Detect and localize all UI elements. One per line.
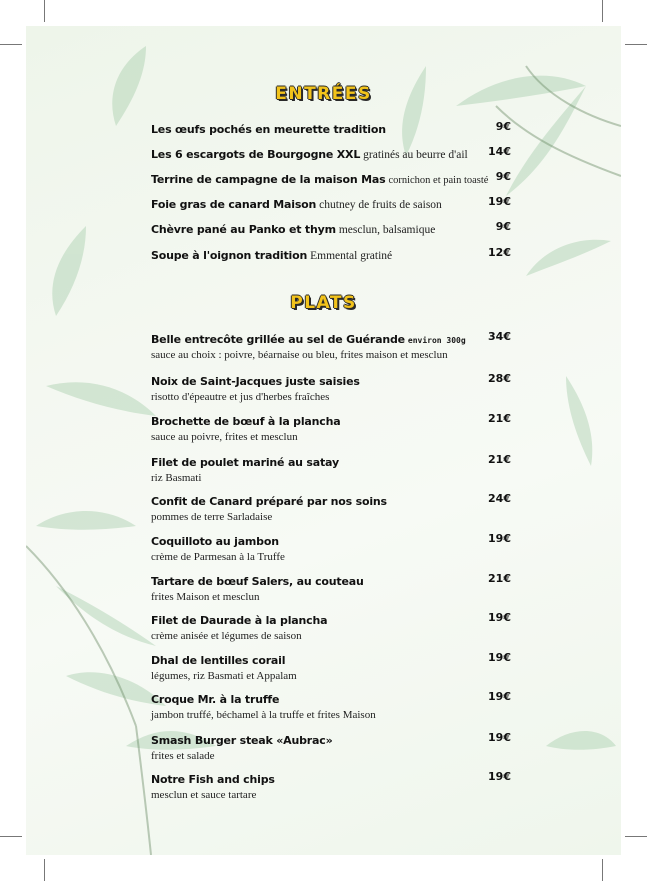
menu-item-description: frites et salade — [151, 750, 215, 762]
menu-item — [151, 572, 511, 603]
menu-item-description: cornichon et pain toasté — [388, 175, 489, 186]
menu-item-name: Filet de poulet mariné au satay — [151, 456, 339, 469]
menu-item — [151, 246, 511, 264]
menu-item-name: Croque Mr. à la truffe — [151, 693, 280, 706]
menu-item-price: 19€ — [488, 651, 511, 664]
menu-item — [151, 372, 511, 403]
menu-item-price: 21€ — [488, 572, 511, 585]
menu-item-price: 19€ — [488, 611, 511, 624]
menu-item-name: Les œufs pochés en meurette tradition — [151, 123, 386, 136]
crop-mark — [0, 44, 22, 45]
menu-item-description: sauce au choix : poivre, béarnaise ou bleu, frites maison et mesclun — [151, 349, 448, 361]
crop-mark — [625, 836, 647, 837]
menu-item-description: mesclun, balsamique — [338, 224, 436, 236]
menu-item-description: risotto d'épeautre et jus d'herbes fraîches — [151, 391, 330, 403]
crop-mark — [602, 859, 603, 881]
menu-item-description: chutney de fruits de saison — [319, 199, 442, 211]
menu-item — [151, 412, 511, 443]
menu-item-name: Confit de Canard préparé par nos soins — [151, 495, 387, 508]
menu-item-price: 21€ — [488, 412, 511, 425]
menu-item-name: Notre Fish and chips — [151, 773, 275, 786]
menu-item-description: riz Basmati — [151, 472, 202, 484]
crop-mark — [602, 0, 603, 22]
menu-item — [151, 532, 511, 563]
menu-item — [151, 220, 511, 238]
menu-item-description: mesclun et sauce tartare — [151, 789, 257, 801]
menu-item — [151, 651, 511, 682]
menu-item — [151, 731, 511, 762]
menu-item-description: Emmental gratiné — [310, 250, 393, 262]
menu-item-price: 12€ — [488, 246, 511, 259]
menu-item-name: Terrine de campagne de la maison Mas — [151, 173, 386, 186]
menu-item-name: Les 6 escargots de Bourgogne XXL — [151, 148, 361, 161]
menu-item-name: Chèvre pané au Panko et thym — [151, 223, 336, 236]
menu-item-description: crème de Parmesan à la Truffe — [151, 551, 285, 563]
menu-item-price: 19€ — [488, 195, 511, 208]
menu-item-price: 28€ — [488, 372, 511, 385]
menu-item-name: Belle entrecôte grillée au sel de Guérande — [151, 333, 405, 346]
menu-item-price: 34€ — [488, 330, 511, 343]
menu-item-name: Smash Burger steak «Aubrac» — [151, 734, 333, 747]
crop-mark — [44, 859, 45, 881]
menu-item — [151, 330, 511, 361]
section-title-entrees: ENTRÉES — [275, 84, 372, 104]
menu-item-description: frites Maison et mesclun — [151, 591, 260, 603]
menu-item — [151, 770, 511, 801]
menu-item-price: 21€ — [488, 453, 511, 466]
menu-item — [151, 120, 511, 138]
menu-item-price: 24€ — [488, 492, 511, 505]
menu-item-name: Foie gras de canard Maison — [151, 198, 317, 211]
menu-item-name: Filet de Daurade à la plancha — [151, 614, 328, 627]
menu-item-name: Tartare de bœuf Salers, au couteau — [151, 575, 364, 588]
menu-item — [151, 453, 511, 484]
section-title-plats: PLATS — [290, 293, 357, 313]
menu-item — [151, 492, 511, 523]
menu-item-name: Noix de Saint-Jacques juste saisies — [151, 375, 360, 388]
menu-item-name: Dhal de lentilles corail — [151, 654, 286, 667]
menu-item-description: sauce au poivre, frites et mesclun — [151, 431, 298, 443]
menu-item-price: 19€ — [488, 690, 511, 703]
menu-item — [151, 170, 511, 188]
menu-item-description: gratinés au beurre d'ail — [363, 149, 468, 161]
menu-item-price: 9€ — [495, 120, 511, 133]
menu-item — [151, 611, 511, 642]
menu-item-price: 19€ — [488, 770, 511, 783]
menu-item-name: Coquilloto au jambon — [151, 535, 279, 548]
menu-item-name: Brochette de bœuf à la plancha — [151, 415, 341, 428]
menu-item — [151, 195, 511, 213]
menu-item-note: environ 300g — [407, 336, 466, 345]
menu-item-price: 9€ — [495, 220, 511, 233]
crop-mark — [625, 44, 647, 45]
menu-item — [151, 690, 511, 721]
menu-item-description: jambon truffé, béchamel à la truffe et frites Maison — [151, 709, 376, 721]
crop-mark — [0, 836, 22, 837]
menu-item-description: légumes, riz Basmati et Appalam — [151, 670, 297, 682]
menu-item-price: 19€ — [488, 532, 511, 545]
menu-item-price: 14€ — [488, 145, 511, 158]
menu-item-description: crème anisée et légumes de saison — [151, 630, 302, 642]
crop-mark — [44, 0, 45, 22]
menu-item-price: 9€ — [495, 170, 511, 183]
menu-item-price: 19€ — [488, 731, 511, 744]
menu-item — [151, 145, 511, 163]
menu-item-name: Soupe à l'oignon tradition — [151, 249, 308, 262]
menu-item-description: pommes de terre Sarladaise — [151, 511, 273, 523]
